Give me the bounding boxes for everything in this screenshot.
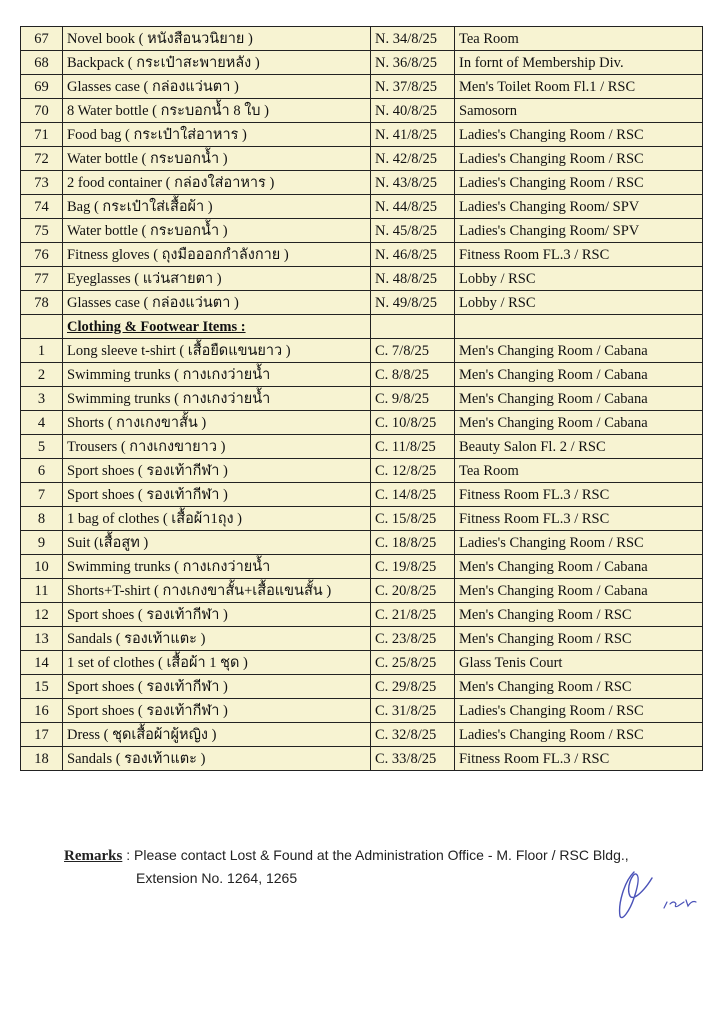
item-number: 75 <box>21 219 63 243</box>
found-location: Samosorn <box>455 99 703 123</box>
item-code: N. 44/8/25 <box>371 195 455 219</box>
item-description: 1 set of clothes ( เสื้อผ้า 1 ชุด ) <box>63 651 371 675</box>
item-description: Shorts+T-shirt ( กางเกงขาสั้น+เสื้อแขนสั้น ) <box>63 579 371 603</box>
table-row <box>21 411 703 435</box>
table-row <box>21 363 703 387</box>
signature-icon <box>612 864 704 926</box>
table-row <box>21 291 703 315</box>
found-location: Ladies's Changing Room/ SPV <box>455 219 703 243</box>
item-number: 76 <box>21 243 63 267</box>
item-number: 16 <box>21 699 63 723</box>
item-code: C. 25/8/25 <box>371 651 455 675</box>
found-location: In fornt of Membership Div. <box>455 51 703 75</box>
found-location: Ladies's Changing Room / RSC <box>455 147 703 171</box>
found-location: Tea Room <box>455 459 703 483</box>
found-location: Men's Changing Room / Cabana <box>455 363 703 387</box>
item-description: Eyeglasses ( แว่นสายตา ) <box>63 267 371 291</box>
remarks-line-2: Extension No. 1264, 1265 <box>136 870 298 886</box>
item-description: Shorts ( กางเกงขาสั้น ) <box>63 411 371 435</box>
item-description: Sport shoes ( รองเท้ากีฬา ) <box>63 603 371 627</box>
item-description: Swimming trunks ( กางเกงว่ายน้ำ <box>63 387 371 411</box>
item-number: 11 <box>21 579 63 603</box>
item-code: C. 21/8/25 <box>371 603 455 627</box>
item-description: Trousers ( กางเกงขายาว ) <box>63 435 371 459</box>
item-number: 2 <box>21 363 63 387</box>
item-number: 4 <box>21 411 63 435</box>
remarks-text: : Please contact Lost & Found at the Administration Office - M. Floor / RSC Bldg., <box>122 847 629 863</box>
table-row <box>21 51 703 75</box>
found-location: Men's Toilet Room Fl.1 / RSC <box>455 75 703 99</box>
item-code: C. 18/8/25 <box>371 531 455 555</box>
item-description: Glasses case ( กล่องแว่นตา ) <box>63 291 371 315</box>
item-description: Sport shoes ( รองเท้ากีฬา ) <box>63 459 371 483</box>
found-location: Beauty Salon Fl. 2 / RSC <box>455 435 703 459</box>
item-code: C. 7/8/25 <box>371 339 455 363</box>
table-row <box>21 243 703 267</box>
item-number: 18 <box>21 747 63 771</box>
item-code: C. 20/8/25 <box>371 579 455 603</box>
lost-found-table <box>20 26 703 771</box>
item-number: 70 <box>21 99 63 123</box>
section-header-blank <box>371 315 455 339</box>
found-location: Men's Changing Room / RSC <box>455 627 703 651</box>
item-number: 6 <box>21 459 63 483</box>
item-code: N. 37/8/25 <box>371 75 455 99</box>
item-number: 13 <box>21 627 63 651</box>
item-code: C. 11/8/25 <box>371 435 455 459</box>
section-header-group <box>21 315 703 339</box>
item-number: 73 <box>21 171 63 195</box>
table-row <box>21 267 703 291</box>
item-number: 5 <box>21 435 63 459</box>
found-location: Fitness Room FL.3 / RSC <box>455 507 703 531</box>
table-row <box>21 579 703 603</box>
section-title <box>63 315 371 339</box>
table-row <box>21 27 703 51</box>
table-row <box>21 435 703 459</box>
item-code: N. 42/8/25 <box>371 147 455 171</box>
item-code: C. 23/8/25 <box>371 627 455 651</box>
item-code: C. 12/8/25 <box>371 459 455 483</box>
item-code: N. 43/8/25 <box>371 171 455 195</box>
item-description: Bag ( กระเป๋าใส่เสื้อผ้า ) <box>63 195 371 219</box>
item-code: C. 15/8/25 <box>371 507 455 531</box>
item-description: Backpack ( กระเป๋าสะพายหลัง ) <box>63 51 371 75</box>
found-location: Glass Tenis Court <box>455 651 703 675</box>
found-location: Ladies's Changing Room / RSC <box>455 723 703 747</box>
item-code: N. 45/8/25 <box>371 219 455 243</box>
found-location: Men's Changing Room / Cabana <box>455 579 703 603</box>
found-location: Fitness Room FL.3 / RSC <box>455 747 703 771</box>
item-code: C. 29/8/25 <box>371 675 455 699</box>
item-description: Sandals ( รองเท้าแตะ ) <box>63 627 371 651</box>
table-row <box>21 195 703 219</box>
item-number: 8 <box>21 507 63 531</box>
found-location: Men's Changing Room / Cabana <box>455 411 703 435</box>
item-code: N. 41/8/25 <box>371 123 455 147</box>
table-row <box>21 747 703 771</box>
item-number: 68 <box>21 51 63 75</box>
found-location: Ladies's Changing Room/ SPV <box>455 195 703 219</box>
item-description: Glasses case ( กล่องแว่นตา ) <box>63 75 371 99</box>
item-code: C. 14/8/25 <box>371 483 455 507</box>
item-code: C. 33/8/25 <box>371 747 455 771</box>
table-row <box>21 507 703 531</box>
item-description: Fitness gloves ( ถุงมือออกกำลังกาย ) <box>63 243 371 267</box>
item-code: N. 49/8/25 <box>371 291 455 315</box>
item-number: 15 <box>21 675 63 699</box>
item-code: N. 34/8/25 <box>371 27 455 51</box>
found-location: Men's Changing Room / RSC <box>455 675 703 699</box>
found-location: Ladies's Changing Room / RSC <box>455 171 703 195</box>
item-description: Novel book ( หนังสือนวนิยาย ) <box>63 27 371 51</box>
item-code: N. 36/8/25 <box>371 51 455 75</box>
item-code: C. 9/8/25 <box>371 387 455 411</box>
item-number: 74 <box>21 195 63 219</box>
remarks-block <box>64 844 629 889</box>
remarks-label: Remarks <box>64 848 123 864</box>
table-row <box>21 483 703 507</box>
table-row <box>21 99 703 123</box>
item-code: C. 31/8/25 <box>371 699 455 723</box>
table-row <box>21 651 703 675</box>
item-number: 3 <box>21 387 63 411</box>
section-header-row <box>21 315 703 339</box>
found-location: Ladies's Changing Room / RSC <box>455 699 703 723</box>
found-location: Ladies's Changing Room / RSC <box>455 123 703 147</box>
item-number: 10 <box>21 555 63 579</box>
item-number: 77 <box>21 267 63 291</box>
item-description: Sandals ( รองเท้าแตะ ) <box>63 747 371 771</box>
item-number: 1 <box>21 339 63 363</box>
item-code: N. 48/8/25 <box>371 267 455 291</box>
item-description: Water bottle ( กระบอกน้ำ ) <box>63 147 371 171</box>
item-number: 12 <box>21 603 63 627</box>
found-location: Men's Changing Room / Cabana <box>455 387 703 411</box>
item-number: 69 <box>21 75 63 99</box>
item-number: 72 <box>21 147 63 171</box>
table-row <box>21 723 703 747</box>
found-location: Men's Changing Room / RSC <box>455 603 703 627</box>
item-description: 1 bag of clothes ( เสื้อผ้า1ถุง ) <box>63 507 371 531</box>
table-row <box>21 603 703 627</box>
item-description: Sport shoes ( รองเท้ากีฬา ) <box>63 483 371 507</box>
item-number: 71 <box>21 123 63 147</box>
item-description: Long sleeve t-shirt ( เสื้อยืดแขนยาว ) <box>63 339 371 363</box>
table-row <box>21 675 703 699</box>
section-header-blank <box>21 315 63 339</box>
table-row <box>21 531 703 555</box>
found-location: Fitness Room FL.3 / RSC <box>455 483 703 507</box>
found-location: Ladies's Changing Room / RSC <box>455 531 703 555</box>
item-number: 67 <box>21 27 63 51</box>
item-description: Food bag ( กระเป๋าใส่อาหาร ) <box>63 123 371 147</box>
remarks-line-1 <box>64 844 629 867</box>
section-header-blank <box>455 315 703 339</box>
item-description: Dress ( ชุดเสื้อผ้าผู้หญิง ) <box>63 723 371 747</box>
table-row <box>21 699 703 723</box>
found-location: Fitness Room FL.3 / RSC <box>455 243 703 267</box>
table-row <box>21 219 703 243</box>
item-code: C. 32/8/25 <box>371 723 455 747</box>
item-code: C. 10/8/25 <box>371 411 455 435</box>
found-location: Lobby / RSC <box>455 291 703 315</box>
item-description: Suit (เสื้อสูท ) <box>63 531 371 555</box>
item-description: Sport shoes ( รองเท้ากีฬา ) <box>63 699 371 723</box>
item-number: 17 <box>21 723 63 747</box>
table-row <box>21 387 703 411</box>
table-row <box>21 147 703 171</box>
item-description: Swimming trunks ( กางเกงว่ายน้ำ <box>63 363 371 387</box>
item-code: C. 8/8/25 <box>371 363 455 387</box>
item-code: C. 19/8/25 <box>371 555 455 579</box>
found-location: Men's Changing Room / Cabana <box>455 555 703 579</box>
item-description: Swimming trunks ( กางเกงว่ายน้ำ <box>63 555 371 579</box>
item-description: 2 food container ( กล่องใส่อาหาร ) <box>63 171 371 195</box>
table-row <box>21 555 703 579</box>
item-code: N. 40/8/25 <box>371 99 455 123</box>
item-number: 78 <box>21 291 63 315</box>
found-location: Men's Changing Room / Cabana <box>455 339 703 363</box>
item-description: Sport shoes ( รองเท้ากีฬา ) <box>63 675 371 699</box>
item-description: 8 Water bottle ( กระบอกน้ำ 8 ใบ ) <box>63 99 371 123</box>
item-description: Water bottle ( กระบอกน้ำ ) <box>63 219 371 243</box>
table-row <box>21 459 703 483</box>
table-row <box>21 627 703 651</box>
table-row <box>21 171 703 195</box>
table-row <box>21 339 703 363</box>
table-row <box>21 123 703 147</box>
item-code: N. 46/8/25 <box>371 243 455 267</box>
found-location: Tea Room <box>455 27 703 51</box>
item-number: 7 <box>21 483 63 507</box>
table-row <box>21 75 703 99</box>
section-title-text: Clothing & Footwear Items : <box>67 318 246 335</box>
clothing-items-group <box>21 339 703 771</box>
item-number: 14 <box>21 651 63 675</box>
item-number: 9 <box>21 531 63 555</box>
found-location: Lobby / RSC <box>455 267 703 291</box>
numbered-items-group <box>21 27 703 315</box>
